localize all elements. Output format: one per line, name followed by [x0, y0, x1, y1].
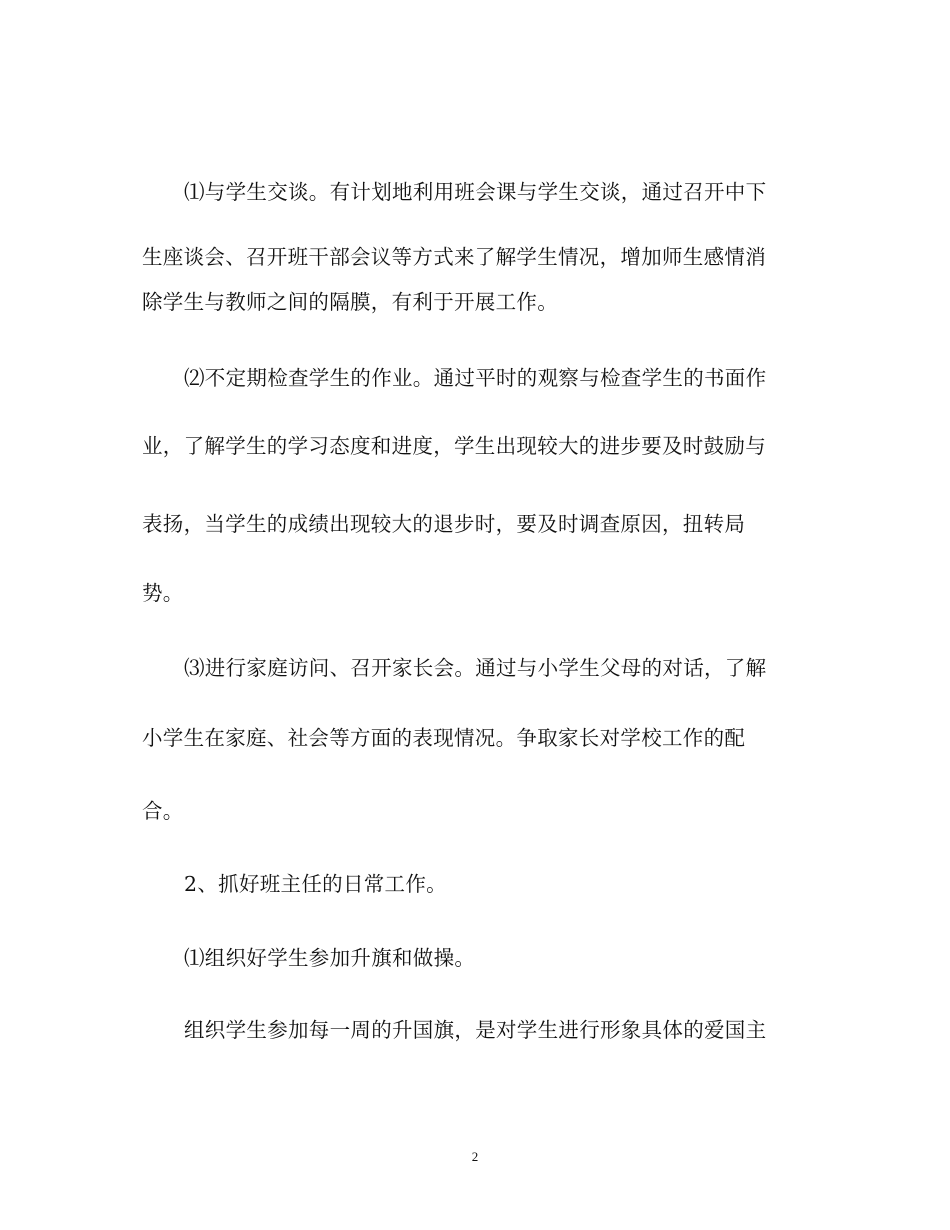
paragraph-1-line-2: 生座谈会、召开班干部会议等方式来了解学生情况，增加师生感情消: [142, 245, 766, 269]
subsection-heading: ⑴组织好学生参加升旗和做操。: [184, 946, 476, 970]
paragraph-3-line-2: 小学生在家庭、社会等方面的表现情况。争取家长对学校工作的配: [142, 726, 746, 750]
paragraph-1-line-1: ⑴与学生交谈。有计划地利用班会课与学生交谈，通过召开中下: [184, 180, 767, 204]
paragraph-2-line-2: 业，了解学生的学习态度和进度，学生出现较大的进步要及时鼓励与: [142, 434, 766, 458]
paragraph-3-line-1: ⑶进行家庭访问、召开家长会。通过与小学生父母的对话，了解: [184, 656, 767, 680]
section-heading: 2、抓好班主任的日常工作。: [184, 872, 447, 896]
paragraph-1-line-3: 除学生与教师之间的隔膜，有利于开展工作。: [142, 290, 558, 314]
paragraph-2-line-3: 表扬，当学生的成绩出现较大的退步时，要及时调查原因，扭转局: [142, 512, 746, 536]
page-number: 2: [471, 1149, 479, 1164]
paragraph-2-line-1: ⑵不定期检查学生的作业。通过平时的观察与检查学生的书面作: [184, 366, 767, 390]
paragraph-2-line-4: 势。: [142, 581, 184, 605]
paragraph-3-line-3: 合。: [142, 799, 184, 823]
paragraph-6-line-1: 组织学生参加每一周的升国旗，是对学生进行形象具体的爱国主: [184, 1018, 767, 1042]
